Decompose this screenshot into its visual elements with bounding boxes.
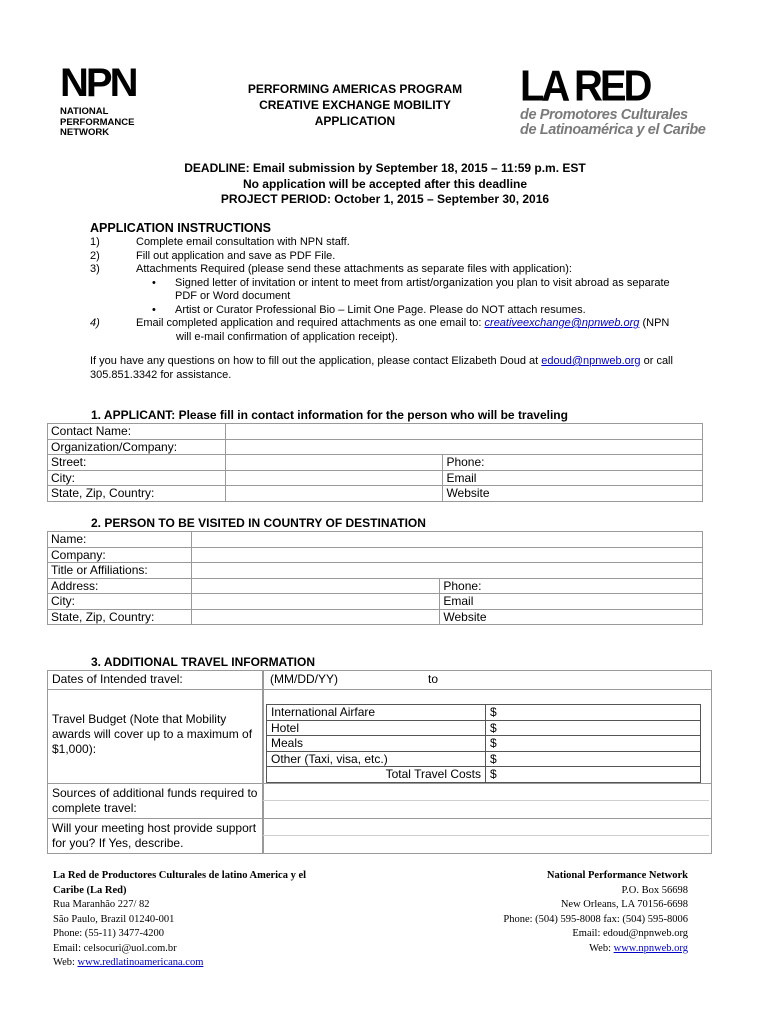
total-label: Total Travel Costs bbox=[267, 767, 486, 783]
host-state-label: State, Zip, Country: bbox=[48, 609, 192, 625]
npn-address: National Performance Network P.O. Box 56698 New Orleans, LA 70156-6698 Phone: (504) 595-8008 fax: (504) 595-8006 Email: edoud@npnweb.org Web: www.npnweb.org bbox=[503, 870, 688, 954]
host-support-field-divider bbox=[263, 835, 709, 836]
instruction-item: 3) Attachments Required (please send these attachments as separate files with application): bbox=[90, 263, 572, 275]
host-company-label: Company: bbox=[48, 547, 192, 563]
total-field[interactable]: $ bbox=[486, 767, 701, 783]
other-field[interactable]: $ bbox=[486, 751, 701, 767]
contact-email-link[interactable]: edoud@npnweb.org bbox=[541, 355, 641, 367]
host-title-field[interactable] bbox=[191, 563, 702, 579]
budget-table bbox=[266, 704, 701, 783]
travel-section-title: 3. ADDITIONAL TRAVEL INFORMATION bbox=[91, 655, 315, 669]
city-field[interactable] bbox=[225, 470, 443, 486]
lared-logo: LA RED de Promotores Culturales de Latinoamérica y el Caribe bbox=[520, 64, 720, 138]
instruction-item: 2) Fill out application and save as PDF File. bbox=[90, 249, 336, 262]
meals-label: Meals bbox=[267, 736, 486, 752]
organization-field[interactable] bbox=[225, 439, 702, 455]
street-field[interactable] bbox=[225, 455, 443, 471]
dates-to: to bbox=[428, 672, 439, 686]
email-field[interactable]: Email bbox=[443, 470, 703, 486]
applicant-table bbox=[47, 423, 703, 502]
budget-label: Travel Budget (Note that Mobility awards will cover up to a maximum of $1,000): bbox=[52, 712, 253, 756]
dates-label: Dates of Intended travel: bbox=[52, 672, 183, 686]
state-label: State, Zip, Country: bbox=[48, 486, 226, 502]
website-field[interactable]: Website bbox=[443, 486, 703, 502]
npn-logo-text: NATIONAL PERFORMANCE NETWORK bbox=[60, 106, 135, 138]
bullet-icon: • bbox=[152, 303, 156, 316]
sources-field-divider bbox=[263, 800, 709, 801]
host-title-label: Title or Affiliations: bbox=[48, 563, 192, 579]
airfare-label: International Airfare bbox=[267, 705, 486, 721]
phone-field[interactable]: Phone: bbox=[443, 455, 703, 471]
host-address-label: Address: bbox=[48, 578, 192, 594]
instructions-title: APPLICATION INSTRUCTIONS bbox=[90, 221, 272, 235]
host-address-field[interactable] bbox=[191, 578, 440, 594]
city-label: City: bbox=[48, 470, 226, 486]
instruction-bullet: • Signed letter of invitation or intent to meet from artist/organization you plan to visit abroad as separate PDF or Word document bbox=[152, 276, 670, 302]
budget-row bbox=[267, 751, 701, 767]
visited-table bbox=[47, 531, 703, 625]
organization-label: Organization/Company: bbox=[48, 439, 226, 455]
npn-logo-mark: NPN bbox=[60, 61, 136, 105]
airfare-field[interactable]: $ bbox=[486, 705, 701, 721]
creative-exchange-email-link[interactable]: creativeexchange@npnweb.org bbox=[484, 317, 640, 329]
instructions-list bbox=[90, 236, 710, 344]
host-company-field[interactable] bbox=[191, 547, 702, 563]
contact-name-label: Contact Name: bbox=[48, 424, 226, 440]
host-support-label: Will your meeting host provide support for you? If Yes, describe. bbox=[52, 821, 257, 850]
contact-name-field[interactable] bbox=[225, 424, 702, 440]
lared-address: La Red de Productores Culturales de latino America y el Caribe (La Red) Rua Maranhão 227/ 82 São Paulo, Brazil 01240-001 Phone: (55-11) 3477-4200 Email: celsocuri@uol.com.br Web: www.redlatinoamericana.com bbox=[53, 870, 307, 968]
applicant-section-title: 1. APPLICANT: Please fill in contact information for the person who will be traveling bbox=[91, 408, 568, 422]
lared-subtitle: de Promotores Culturales de Latinoamérica y el Caribe bbox=[520, 107, 706, 138]
budget-row bbox=[267, 767, 701, 783]
host-website-field[interactable]: Website bbox=[440, 609, 703, 625]
host-state-field[interactable] bbox=[191, 609, 440, 625]
hotel-label: Hotel bbox=[267, 720, 486, 736]
dates-format: (MM/DD/YY) bbox=[270, 672, 338, 686]
lared-web-link[interactable]: www.redlatinoamericana.com bbox=[77, 957, 204, 968]
npn-web-link[interactable]: www.npnweb.org bbox=[613, 942, 688, 954]
host-name-field[interactable] bbox=[191, 532, 702, 548]
meals-field[interactable]: $ bbox=[486, 736, 701, 752]
host-city-field[interactable] bbox=[191, 594, 440, 610]
budget-row bbox=[267, 705, 701, 721]
instruction-item: 4) Email completed application and required attachments as one email to: creativeexchange@npnweb.org (NPN will e-mail confirmation of application receipt). bbox=[90, 317, 670, 343]
npn-logo bbox=[60, 63, 142, 139]
other-label: Other (Taxi, visa, etc.) bbox=[267, 751, 486, 767]
host-phone-field[interactable]: Phone: bbox=[440, 578, 703, 594]
host-email-field[interactable]: Email bbox=[440, 594, 703, 610]
host-city-label: City: bbox=[48, 594, 192, 610]
questions-note: If you have any questions on how to fill out the application, please contact Elizabeth Doud at edoud@npnweb.org or call 305.851.3342 for assistance. bbox=[90, 355, 673, 381]
visited-section-title: 2. PERSON TO BE VISITED IN COUNTRY OF DESTINATION bbox=[91, 516, 426, 530]
street-label: Street: bbox=[48, 455, 226, 471]
page-title: PERFORMING AMERICAS PROGRAM CREATIVE EXCHANGE MOBILITY APPLICATION bbox=[247, 82, 463, 128]
deadline-block: DEADLINE: Email submission by September 18, 2015 – 11:59 p.m. EST No application will be accepted after this deadline PROJECT PERIOD: October 1, 2015 – September 30, 2016 bbox=[184, 161, 586, 206]
instruction-item: 1) Complete email consultation with NPN staff. bbox=[90, 236, 350, 248]
bullet-icon: • bbox=[152, 276, 156, 289]
budget-row bbox=[267, 720, 701, 736]
sources-field[interactable] bbox=[262, 783, 712, 819]
budget-row bbox=[267, 736, 701, 752]
state-field[interactable] bbox=[225, 486, 443, 502]
sources-label: Sources of additional funds required to complete travel: bbox=[52, 786, 258, 815]
instruction-bullet: • Artist or Curator Professional Bio – Limit One Page. Please do NOT attach resumes. bbox=[152, 303, 586, 316]
host-support-field[interactable] bbox=[262, 818, 712, 854]
host-name-label: Name: bbox=[48, 532, 192, 548]
hotel-field[interactable]: $ bbox=[486, 720, 701, 736]
